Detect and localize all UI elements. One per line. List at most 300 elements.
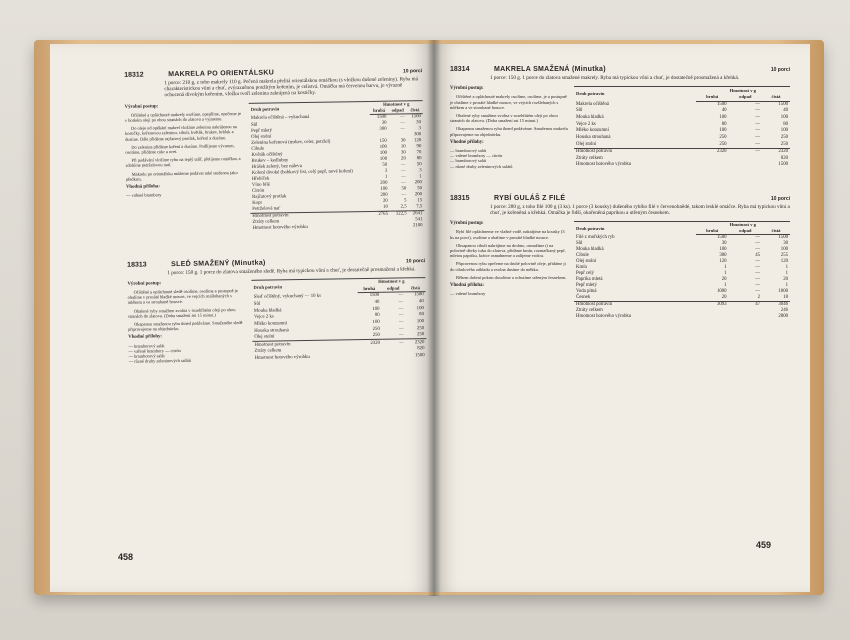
ingredient-name: Olej stolní	[254, 334, 275, 340]
ingredient-value: 100	[416, 319, 425, 325]
total-value: 122,5	[390, 210, 409, 217]
ingredient-value: 1500	[411, 113, 421, 119]
method-paragraph: Připravenou rybu opečeme na druhé polovině oleje, přidáme ji do cibulového základu a zvolna dusíme do měkka.	[450, 261, 566, 272]
total-value	[358, 354, 382, 361]
recipe-intro: 1 porce: 150 g. 1 porce do zlatova smažené makrely. Ryba má typickou vůni a chuť, je dostatečně prosmažená a křehká.	[490, 75, 740, 81]
ingredient-value: 20	[721, 295, 727, 301]
ingredient-value: —	[755, 241, 761, 247]
method-label: Výrobní postup:	[127, 281, 162, 287]
ingredient-value: 70	[416, 149, 422, 155]
method-paragraph: Očištěné a opláchnuté sledě osolíme, osolíme a postupně je obalíme v prosáté hladké mouce, ve vejcích rozšlehaných s mlékem a ve strouhané housce.	[127, 288, 238, 306]
column-header-weight: Hmotnost v g	[357, 277, 425, 285]
ingredient-name: Cibule	[576, 253, 589, 259]
ingredient-value: 40	[721, 108, 727, 114]
ingredient-value: 100	[780, 115, 788, 121]
recipe-intro: 1 porce: 280 g, z toho filé 100 g (3 ks). 1 porce (3 kousky) dušeného rybího filé v červenohnědé, takom lesklé omáčce. Ryba má typickou vůni a chuť, je kořeněná a křehká. Omáčka je řidší, okořeněná paprikou a utřeným česnekem.	[490, 203, 790, 217]
ingredient-value: 30	[381, 120, 387, 126]
total-value: 2100	[412, 222, 423, 228]
column-header-weight: Hmotnost v g	[696, 222, 790, 229]
total-row	[574, 148, 790, 155]
method-paragraph: Očištěné a opláchnuté makrely osolíme, osolíme, je a postupně je obalíme v prosáté hladké mouce, ve vejcích rozšlehaných s mlékem a ve strouhané housce.	[450, 94, 567, 110]
ingredient-value: —	[755, 108, 761, 114]
ingredient-value: 1	[419, 173, 422, 179]
ingredient-name: Houska strouhaná	[576, 134, 611, 140]
ingredient-row	[574, 101, 790, 108]
ingredient-name: Mléko konzumní	[254, 321, 288, 327]
ingredient-value: 100	[379, 156, 388, 162]
method-column	[127, 280, 246, 364]
recipe-intro: 1 porce: 150 g. 1 porce do zlatova smaženého sledě. Ryba má typickou vůni a chuť, je dostatečně prosmažená a křehká.	[167, 265, 416, 276]
column-header-weight: Hmotnost v g	[370, 100, 423, 107]
recipe-title: MAKRELA PO ORIENTÁLSKU	[168, 69, 275, 79]
ingredient-name: Rajčatový protlak	[252, 193, 287, 200]
ingredient-value: —	[398, 312, 404, 318]
total-value: 3093	[696, 302, 729, 309]
recipe-title: SLEĎ SMAŽENÝ (Minutka)	[171, 259, 266, 268]
ingredient-name: Sleď očištěný, vykuchaný — 10 ks	[253, 293, 322, 301]
recipe-columns	[450, 86, 790, 169]
method-label: Výrobní postup:	[450, 86, 484, 92]
ingredient-value: —	[755, 259, 761, 265]
ingredient-value: 200	[380, 192, 388, 198]
ingredient-name: Houska strouhaná	[254, 327, 289, 334]
ingredient-name: Hrášek zelený, bez nálevu	[251, 163, 303, 170]
column-header-sub: čistá	[762, 94, 790, 101]
ingredient-row	[574, 121, 790, 128]
recipe-columns	[450, 221, 790, 320]
recipe-portions: 10 porcí	[770, 67, 790, 73]
side-dish-label: Vhodná příloha:	[450, 283, 484, 289]
ingredients-table	[574, 86, 790, 169]
ingredient-value: 250	[372, 332, 380, 339]
total-value: —	[729, 148, 762, 155]
column-header-food: Druh potravin	[574, 222, 696, 235]
ingredient-name: Voda pitná	[576, 289, 597, 295]
column-header-sub: hrubá	[370, 107, 389, 114]
ingredient-value: 1000	[716, 289, 727, 295]
total-value: 2800	[778, 314, 788, 320]
column-header-food: Druh potravin	[574, 87, 696, 101]
ingredient-name: Cibule	[251, 146, 265, 152]
ingredient-value: 30	[721, 241, 727, 247]
ingredients-table	[249, 100, 425, 232]
total-value	[696, 314, 729, 320]
column-header-sub: hrubá	[696, 94, 729, 101]
ingredient-name: Sůl	[576, 241, 583, 247]
recipe-header	[450, 195, 790, 202]
total-value	[729, 314, 762, 320]
ingredient-value: 1500	[716, 101, 727, 107]
ingredient-value: 20	[400, 156, 406, 162]
total-value: 2320	[358, 340, 382, 348]
ingredient-name: Makrela očištěná	[576, 101, 609, 107]
ingredient-value: —	[755, 283, 761, 289]
ingredient-name: Mouka hladká	[576, 247, 604, 253]
total-label: Hmotnost potravin	[574, 302, 696, 309]
ingredient-value: 5	[404, 198, 407, 204]
side-dish-item: — vařené brambory — citrón	[128, 347, 246, 354]
total-label: Hmotnost hotového výrobku	[252, 224, 308, 231]
total-value	[372, 223, 391, 229]
total-value: 2765	[371, 211, 390, 218]
ingredient-value: 250	[416, 325, 425, 331]
total-value: —	[382, 339, 406, 347]
method-paragraph: Rybí filé opláchneme ve vlažné vodě, nakrájíme na kousky (3 ks na porci), osolíme a obalíme v prosáté hladké mouce.	[450, 229, 565, 240]
ingredient-name: Vejce 2 ks	[576, 121, 596, 127]
ingredient-name: Citrón	[251, 188, 265, 194]
side-dish-item: — různé druhy zeleninových salátů	[129, 357, 247, 364]
ingredient-row	[574, 128, 790, 135]
total-value	[382, 353, 406, 360]
ingredient-value: 50	[416, 161, 422, 167]
recipe-title: MAKRELA SMAŽENÁ (Minutka)	[494, 66, 606, 73]
ingredient-value: —	[398, 292, 404, 298]
side-dish-item: — bramborový salát	[450, 148, 568, 153]
column-header-sub: odpad	[729, 94, 762, 101]
ingredient-value: 100	[719, 128, 727, 134]
ingredient-value: 250	[719, 134, 727, 140]
total-label: Hmotnost potravin	[250, 211, 371, 219]
ingredient-name: Makrela očištěná – vykuchaná	[250, 115, 310, 122]
total-value: 2641	[409, 210, 425, 217]
method-paragraph: Obalené ryby smažíme zvolna v rozehřátém oleji po obou stranách do zlatova. (Doba smažení asi 15 minut.)	[127, 306, 236, 319]
total-value: 2320	[762, 148, 790, 155]
side-dish-label: Vhodné přílohy:	[128, 334, 163, 341]
side-dish-label: Vhodné přílohy:	[450, 139, 484, 145]
page-number-right: 459	[756, 540, 772, 550]
ingredient-name: Květák očištěný	[251, 151, 283, 158]
ingredient-name: Hřebíček	[251, 176, 270, 182]
ingredient-value: 50	[382, 162, 388, 168]
method-paragraph: Makrelu po orientálsku můžeme podávat také studenou jako předkrm.	[125, 169, 238, 182]
total-value: 820	[417, 346, 425, 352]
total-row	[574, 156, 790, 163]
recipe-header	[450, 66, 790, 73]
ingredient-name: Víno bílé	[251, 182, 270, 188]
ingredient-name: Sůl	[576, 108, 583, 114]
ingredient-value: 20	[721, 277, 727, 283]
ingredient-value: 30	[400, 138, 406, 144]
column-header-sub: čistá	[407, 107, 423, 114]
ingredient-value: 250	[780, 134, 788, 140]
side-dish-item: — bramborový salát	[129, 352, 247, 359]
ingredient-value: —	[755, 121, 761, 127]
ingredient-row	[574, 135, 790, 142]
ingredient-value: 200	[414, 179, 422, 185]
side-dish-list	[450, 291, 568, 296]
ingredient-value: 45	[755, 253, 761, 259]
ingredient-value: —	[400, 126, 406, 132]
method-column	[125, 103, 245, 234]
recipe-number: 18313	[127, 261, 147, 269]
ingredient-value: 100	[380, 186, 388, 192]
side-dish-item: — bramborový salát	[128, 342, 246, 349]
ingredient-value: —	[755, 128, 761, 134]
left-page-content	[50, 44, 434, 592]
book-gutter	[427, 40, 441, 596]
ingredient-value: 120	[780, 259, 788, 265]
ingredient-value: 18	[783, 295, 788, 301]
recipe-block	[450, 195, 790, 320]
total-value: 2320	[696, 148, 729, 155]
column-header-sub: hrubá	[696, 228, 729, 235]
ingredient-value: 1	[724, 271, 727, 277]
ingredient-value: 1	[785, 271, 788, 277]
ingredient-value: 80	[416, 155, 422, 161]
ingredient-value: 100	[780, 128, 788, 134]
ingredient-value: 40	[418, 299, 424, 305]
total-value: 1500	[778, 162, 788, 168]
total-value: 1500	[414, 353, 425, 359]
ingredient-value: 3	[418, 125, 422, 131]
total-value	[696, 156, 729, 163]
total-row	[574, 162, 790, 169]
method-column	[450, 221, 568, 320]
ingredient-value: 100	[719, 247, 727, 253]
ingredient-value: 300	[719, 253, 727, 259]
column-header-weight: Hmotnost v g	[696, 87, 790, 94]
total-value: 246	[780, 308, 788, 314]
total-label: Ztráty celkem	[252, 219, 280, 225]
method-paragraph: Obsapanou cibuli nakrájíme na drobno, osmažíme (i na polovině dávky tuku do zlatova, přidáme kmín, rozmačkaný pepř, mletou papriku, krátce osmahneme a zalijeme vodou.	[450, 242, 566, 259]
recipe-portions: 10 porcí	[770, 195, 790, 202]
ingredient-value: 250	[719, 141, 727, 147]
ingredient-name: Mléko konzumní	[576, 128, 609, 134]
ingredient-name: Petrželová nať	[252, 205, 281, 212]
ingredient-value: 2,5	[400, 204, 407, 210]
ingredient-value: 30	[783, 241, 788, 247]
ingredient-value: —	[399, 332, 405, 338]
ingredient-value: 3	[384, 168, 388, 174]
ingredient-value: —	[401, 174, 407, 180]
method-paragraph: Okapanou smaženou rybu ihned podáváme. Smaženou makrelu připravujeme na objednávku.	[450, 126, 568, 137]
ingredient-value: 7,5	[416, 203, 423, 209]
ingredient-value: 2	[757, 295, 761, 301]
ingredient-value: 150	[379, 138, 387, 144]
ingredient-value: —	[755, 101, 761, 107]
ingredient-value: —	[401, 180, 407, 186]
ingredient-name: Česnek	[576, 295, 591, 301]
ingredient-value: 40	[374, 299, 380, 305]
total-label: Hmotnost hotového výrobku	[576, 162, 632, 168]
ingredient-value: —	[755, 115, 761, 121]
ingredient-name: Mouka hladká	[253, 308, 282, 314]
method-label: Výrobní postup:	[450, 221, 484, 227]
ingredient-name: Kmín	[576, 265, 587, 271]
column-header-sub: odpad	[729, 228, 762, 235]
ingredient-value: 90	[416, 143, 422, 149]
recipe-columns	[127, 277, 426, 364]
total-value	[729, 162, 762, 169]
recipe-portions: 10 porcí	[405, 257, 426, 265]
ingredient-value: —	[755, 265, 761, 271]
ingredient-value: 300	[379, 126, 387, 132]
total-row	[574, 314, 790, 320]
total-value	[729, 156, 762, 163]
ingredient-value: 80	[374, 313, 380, 319]
method-paragraph: Okapanou smaženou rybu ihned podáváme. Smaženého sledě připravujeme na objednávku.	[128, 320, 243, 333]
ingredient-value: 10	[383, 204, 388, 210]
method-paragraph: Do oleje od opékání makrel vložíme zeleninu nakrájenou na kostičky, kořenovou zeleninu, cibuli, květák, brukev, hrášek a dusíme. Dále přidáme rajčatový protlak, koření a dusíme.	[125, 124, 237, 142]
ingredient-name: Olej stolní	[576, 259, 597, 265]
total-value: 47	[729, 302, 762, 309]
ingredient-value: —	[755, 141, 761, 147]
ingredient-value: 200	[414, 191, 423, 197]
ingredient-value: —	[399, 319, 404, 325]
page-number-left: 458	[118, 552, 134, 562]
ingredient-value: 300	[413, 131, 422, 137]
side-dish-item: — různé druhy zeleninových salátů	[450, 164, 568, 169]
ingredient-name: Koření divoké (bobkový list, celý pepř, nové koření)	[251, 168, 353, 176]
total-label: Ztráty celkem	[576, 155, 603, 161]
total-value: 820	[780, 155, 788, 161]
ingredient-name: Sůl	[250, 122, 258, 128]
ingredient-value: —	[398, 299, 404, 305]
ingredient-value: —	[401, 162, 406, 168]
ingredient-name: Zelenina kořenová (mrkev, celer, petržel)	[251, 139, 331, 146]
ingredients-table	[251, 277, 426, 362]
ingredient-value: 20	[783, 277, 788, 283]
ingredient-value: 100	[372, 319, 380, 325]
column-header-sub: čistá	[762, 228, 790, 235]
ingredient-row	[574, 115, 790, 122]
ingredient-value: 1500	[778, 101, 788, 107]
ingredient-value: 1500	[376, 114, 387, 120]
side-dish-item: — vařené brambory	[126, 191, 244, 198]
total-value	[390, 223, 409, 229]
ingredient-name: Brukev – kedlubny	[251, 157, 289, 164]
recipe-number: 18314	[450, 66, 470, 73]
recipe-block	[127, 257, 427, 365]
total-label: Hmotnost hotového výrobku	[576, 314, 632, 320]
ingredient-value: —	[398, 306, 404, 312]
ingredient-value: —	[401, 192, 407, 198]
ingredient-value: 20	[382, 198, 388, 204]
method-paragraph: Do zelenina přidáme koření a dusíme. Podlijeme vývarem, osolíme, přidáme cukr a ocet.	[125, 142, 235, 155]
method-paragraph: Očištěné a opláchnuté makrely osolíme, opepříme, opečeme je v horkém oleji po obou stranách do zlatova a vyjmeme.	[124, 110, 241, 123]
table-header-row	[574, 87, 790, 94]
method-label: Výrobní postup:	[124, 103, 159, 110]
total-label: Ztráty celkem	[254, 348, 282, 355]
side-dish-item: — vařené brambory	[450, 291, 568, 296]
ingredient-name: Kopr	[252, 200, 263, 206]
ingredient-value: 250	[417, 332, 425, 338]
ingredient-value: 30	[400, 150, 406, 156]
ingredient-name: Vejce 2 ks	[253, 314, 274, 321]
column-header-sub: čistá	[405, 285, 425, 292]
ingredient-name: Mouka hladká	[576, 115, 604, 121]
ingredient-name: Pepř mletý	[251, 128, 273, 134]
ingredient-value: —	[400, 114, 406, 120]
column-header-food: Druh potravin	[249, 101, 370, 116]
ingredient-value: 100	[416, 305, 424, 311]
ingredient-value: 120	[719, 259, 727, 265]
ingredient-value: 100	[379, 144, 387, 150]
ingredient-value: —	[399, 325, 405, 332]
ingredient-name: Olej stolní	[576, 141, 597, 147]
ingredient-name: Filé z mořských ryb	[576, 235, 615, 240]
ingredient-value: 80	[721, 121, 727, 127]
recipe-number: 18315	[450, 194, 470, 202]
ingredient-value: 1500	[414, 292, 424, 298]
side-dish-list	[128, 342, 246, 365]
total-label: Hmotnost potravin	[252, 340, 358, 349]
total-value: 3046	[762, 302, 790, 309]
ingredient-name: Pepř celý	[576, 271, 594, 277]
ingredient-value: 1500	[716, 235, 727, 241]
ingredient-name: Olej stolní	[251, 134, 272, 140]
column-header-food: Druh potravin	[251, 278, 357, 294]
ingredient-name: Sůl	[253, 301, 261, 307]
total-value: 541	[415, 216, 423, 222]
recipe-title: RYBÍ GULÁŠ Z FILÉ	[494, 194, 566, 202]
right-page-content	[434, 44, 810, 592]
ingredient-value: —	[755, 247, 761, 253]
total-value	[696, 162, 729, 169]
ingredient-value: 255	[780, 253, 788, 259]
ingredients-table	[574, 221, 790, 320]
total-label: Hmotnost hotového výrobku	[254, 355, 310, 361]
ingredient-value: 1500	[369, 293, 380, 299]
ingredient-value: 10	[400, 144, 406, 150]
ingredient-value: 50	[401, 186, 407, 192]
ingredient-name: Paprika mletá	[576, 277, 603, 283]
ingredient-value: 100	[780, 247, 788, 253]
side-dish-list	[450, 148, 568, 169]
ingredient-row	[574, 141, 790, 148]
ingredient-value: 3	[419, 167, 422, 173]
ingredient-value: 250	[780, 141, 788, 147]
ingredient-value: 1	[724, 265, 727, 271]
left-page	[50, 44, 434, 592]
ingredient-value: 1	[785, 283, 788, 289]
ingredient-value: 1	[724, 283, 727, 289]
side-dish-list	[126, 191, 244, 198]
side-dish-label: Vhodná příloha:	[125, 184, 160, 190]
method-paragraph: Obalené ryby smažíme zvolna v rozehřátém oleji po obou stranách do zlatova. (Doba smažení asi 15 minut.)	[450, 113, 558, 124]
ingredient-value: 1000	[778, 289, 788, 295]
column-header-sub: odpad	[388, 107, 407, 114]
ingredient-value: 250	[372, 326, 380, 332]
right-page	[434, 44, 810, 592]
ingredient-value: —	[755, 277, 761, 283]
total-label: Hmotnost potravin	[574, 148, 696, 155]
recipe-portions: 10 porcí	[402, 68, 423, 75]
ingredient-value: —	[755, 235, 761, 241]
ingredient-value: 15	[417, 197, 423, 203]
ingredient-value: 50	[417, 185, 423, 191]
ingredient-value: 1	[785, 265, 788, 271]
ingredient-value: 200	[380, 180, 388, 186]
column-header-sub: odpad	[381, 285, 405, 293]
ingredient-name: Pepř mletý	[576, 283, 597, 289]
ingredient-value: 80	[419, 312, 425, 318]
ingredient-value: 80	[783, 121, 788, 127]
column-header-sub: hrubá	[357, 285, 381, 293]
ingredient-value: 120	[413, 137, 422, 143]
ingredient-value: 40	[783, 108, 788, 114]
ingredient-row	[574, 108, 790, 115]
ingredient-value: —	[401, 168, 407, 174]
recipe-block	[124, 67, 425, 233]
method-paragraph: Během dušení pokrm dosolíme a ochutíme utřeným česnekem.	[456, 274, 567, 280]
recipe-block	[450, 66, 790, 169]
total-label: Ztráty celkem	[576, 308, 603, 314]
recipe-columns	[125, 100, 425, 234]
total-value: 2320	[406, 339, 426, 346]
ingredient-value: —	[755, 289, 761, 295]
side-dish-item: — vařené brambory — citrón	[450, 153, 568, 158]
